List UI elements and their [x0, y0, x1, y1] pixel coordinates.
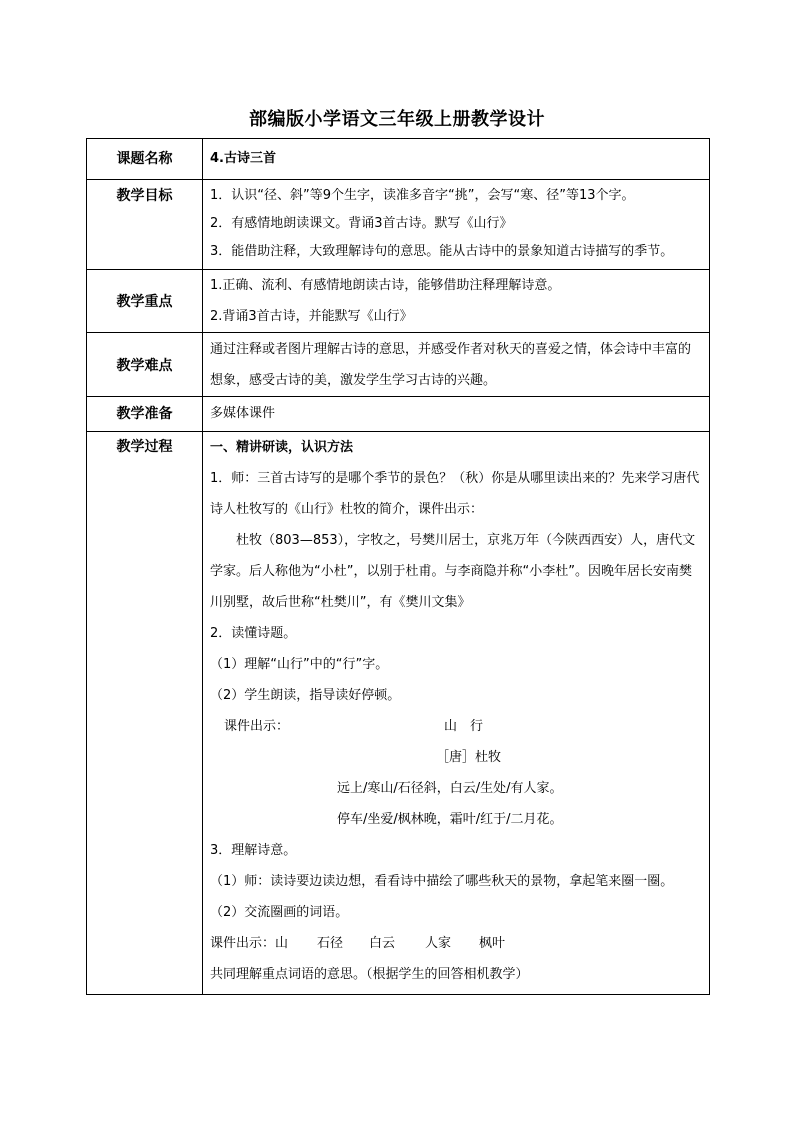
key-word: 石径	[317, 936, 344, 951]
key-word: 白云	[369, 936, 396, 951]
label-process: 教学过程	[87, 432, 203, 995]
row-key-points	[87, 270, 710, 333]
document-title: 部编版小学语文三年级上册教学设计	[249, 109, 545, 130]
poem-title: 山 行	[444, 719, 484, 734]
key-words-line	[203, 928, 709, 959]
key-points-cell	[203, 270, 710, 333]
goal-item: 3．能借助注释，大致理解诗句的意思。能从古诗中的景象知道古诗描写的季节。	[210, 244, 674, 259]
label-goals: 教学目标	[87, 180, 203, 270]
slide-poem-title-line	[203, 711, 709, 742]
key-words-prefix: 课件出示：	[210, 936, 276, 951]
value-topic: 4.古诗三首	[203, 139, 710, 180]
row-goals	[87, 180, 710, 270]
process-cell	[203, 432, 710, 995]
key-word: 枫叶	[479, 936, 506, 951]
process-step: 1．师：三首古诗写的是哪个季节的景色？（秋）你是从哪里读出来的？先来学习唐代诗人杜牧写的《山行》杜牧的简介，课件出示：	[210, 471, 700, 517]
poet-bio: 杜牧（803—853），字牧之，号樊川居士，京兆万年（今陕西西安）人，唐代文学家。后人称他为“小杜”，以别于杜甫。与李商隐并称“小李杜”。因晚年居长安南樊川别墅，故后世称“杜樊川”，有《樊川文集》	[210, 533, 696, 610]
process-substep: （1）理解“山行”中的“行”字。	[210, 657, 389, 672]
lesson-plan-table	[86, 138, 710, 995]
key-word: 人家	[425, 936, 452, 951]
key-point-item: 1.正确、流利、有感情地朗读古诗，能够借助注释理解诗意。	[210, 278, 561, 293]
process-substep: （2）交流圈画的词语。	[210, 905, 349, 920]
goal-item: 2．有感情地朗读课文。背诵3首古诗。默写《山行》	[210, 216, 513, 231]
process-substep: （2）学生朗读，指导读好停顿。	[210, 688, 401, 703]
label-preparation: 教学准备	[87, 397, 203, 432]
slide-label: 课件出示：	[224, 719, 290, 734]
poem-line: 远上/寒山/石径斜，白云/生处/有人家。	[337, 781, 563, 796]
row-process	[87, 432, 710, 995]
process-step: 3．理解诗意。	[210, 843, 297, 858]
label-key-points: 教学重点	[87, 270, 203, 333]
label-topic: 课题名称	[87, 139, 203, 180]
goals-cell	[203, 180, 710, 270]
process-closing: 共同理解重点词语的意思。（根据学生的回答相机教学）	[210, 967, 529, 982]
goal-item: 1．认识“径、斜”等9个生字，读准多音字“挑”，会写“寒、径”等13个字。	[210, 188, 635, 203]
key-word: 山	[275, 936, 289, 951]
poem-author: ［唐］杜牧	[436, 750, 502, 765]
process-substep: （1）师：读诗要边读边想，看看诗中描绘了哪些秋天的景物，拿起笔来圈一圈。	[210, 874, 674, 889]
label-difficulties: 教学难点	[87, 333, 203, 397]
process-section-heading: 一、精讲研读，认识方法	[210, 440, 354, 455]
row-topic	[87, 139, 710, 180]
value-difficulties: 通过注释或者图片理解古诗的意思，并感受作者对秋天的喜爱之情，体会诗中丰富的想象，感受古诗的美，激发学生学习古诗的兴趣。	[203, 333, 710, 397]
row-difficulties	[87, 333, 710, 397]
value-preparation: 多媒体课件	[203, 397, 710, 432]
poem-line: 停车/坐爱/枫林晚，霜叶/红于/二月花。	[337, 812, 563, 827]
process-step: 2．读懂诗题。	[210, 626, 297, 641]
key-point-item: 2.背诵3首古诗，并能默写《山行》	[210, 309, 413, 324]
row-preparation	[87, 397, 710, 432]
